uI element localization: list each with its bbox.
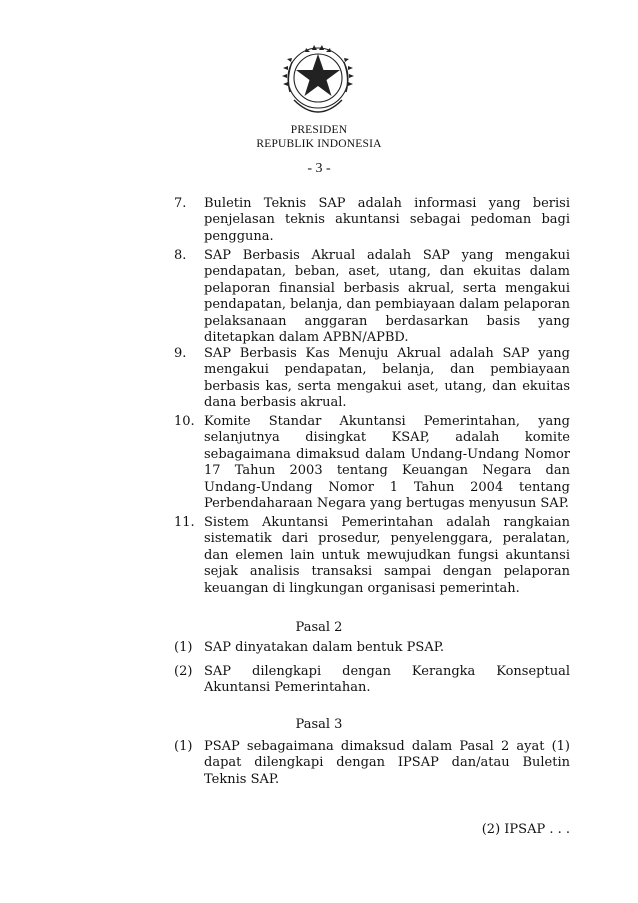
ayat-text: PSAP sebagaimana dimaksud dalam Pasal 2 ayat (1) dapat dilengkapi dengan IPSAP dan/atau Buletin Teknis SAP. [204, 739, 570, 787]
definition-item [174, 248, 570, 346]
item-number: 11. [174, 515, 195, 530]
item-number: 8. [174, 248, 187, 263]
garuda-star-emblem-icon [276, 40, 360, 120]
definition-item [174, 515, 570, 597]
item-text: SAP Berbasis Akrual adalah SAP yang mengakui pendapatan, beban, aset, utang, dan ekuitas dalam pelaporan finansial berbasis akrual, serta mengakui pendapatan, belanja, dan pembiayaan dalam pelaporan pelaksanaan anggaran berdasarkan basis yang ditetapkan dalam APBN/APBD. [204, 248, 570, 346]
catchword-next-page: (2) IPSAP . . . [481, 822, 570, 837]
item-text: Buletin Teknis SAP adalah informasi yang berisi penjelasan teknis akuntansi sebagai pedoman bagi pengguna. [204, 196, 570, 244]
definition-item [174, 414, 570, 512]
ayat-number: (1) [174, 739, 193, 754]
pasal-2-heading: Pasal 2 [295, 620, 343, 635]
item-text: SAP Berbasis Kas Menuju Akrual adalah SAP yang mengakui pendapatan, belanja, dan pembiayaan berbasis kas, serta mengakui aset, utang, dan ekuitas dana berbasis akrual. [204, 346, 570, 411]
pasal-3-heading: Pasal 3 [295, 717, 343, 732]
item-text: Sistem Akuntansi Pemerintahan adalah rangkaian sistematik dari prosedur, penyelenggara, peralatan, dan elemen lain untuk mewujudkan fungsi akuntansi sejak analisis transaksi sampai dengan pelaporan keuangan di lingkungan organisasi pemerintah. [204, 515, 570, 596]
header-president: PRESIDEN [290, 124, 348, 136]
ayat-number: (2) [174, 664, 193, 679]
ayat-text: SAP dilengkapi dengan Kerangka Konseptual Akuntansi Pemerintahan. [204, 664, 570, 696]
item-number: 9. [174, 346, 187, 361]
ayat-number: (1) [174, 640, 193, 655]
pasal-2-ayat-1 [174, 640, 570, 656]
ayat-text: SAP dinyatakan dalam bentuk PSAP. [204, 640, 444, 655]
pasal-2-ayat-2 [174, 664, 570, 697]
pasal-3-ayat-1 [174, 739, 570, 788]
definition-item [174, 196, 570, 245]
header-republic: REPUBLIK INDONESIA [256, 138, 382, 150]
item-text: Komite Standar Akuntansi Pemerintahan, yang selanjutnya disingkat KSAP, adalah komite sebagaimana dimaksud dalam Undang-Undang Nomor 17 Tahun 2003 tentang Keuangan Negara dan Undang-Undang Nomor 1 Tahun 2004 tentang Perbendaharaan Negara yang bertugas menyusun SAP. [204, 414, 570, 512]
definition-item [174, 346, 570, 412]
item-number: 10. [174, 414, 195, 429]
item-number: 7. [174, 196, 187, 211]
page-number: - 3 - [307, 161, 331, 176]
